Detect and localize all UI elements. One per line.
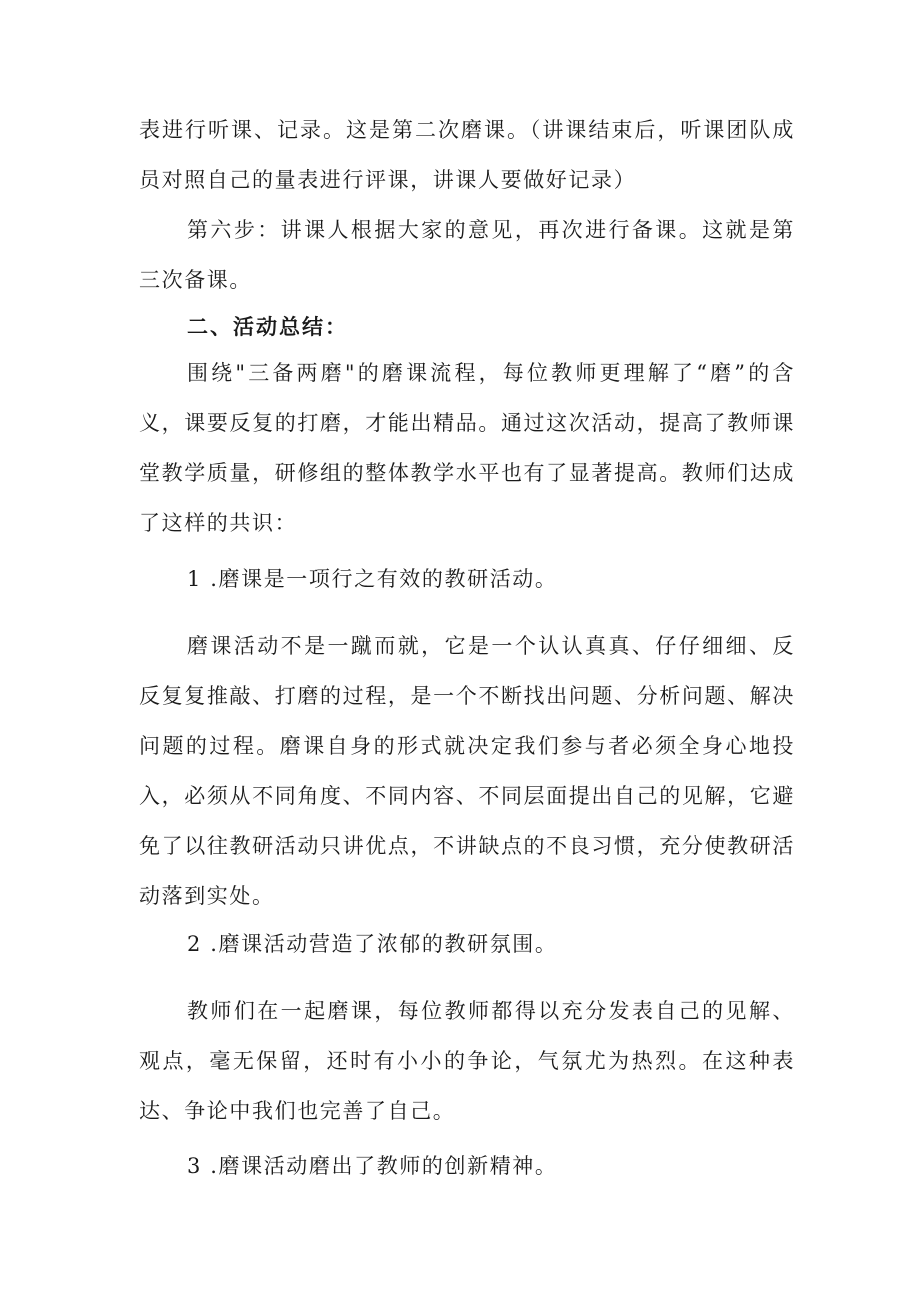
list-item-1-heading: 1 .磨课是一项行之有效的教研活动。	[187, 567, 558, 591]
paragraph-item-2: 教师们在一起磨课，每位教师都得以充分发表自己的见解、观点，毫无保留，还时有小小的争论，气氛尤为热烈。在这种表达、争论中我们也完善了自己。	[139, 999, 795, 1123]
paragraph-item-1: 磨课活动不是一蹴而就，它是一个认认真真、仔仔细细、反反复复推敲、打磨的过程，是一个不断找出问题、分析问题、解决问题的过程。磨课自身的形式就决定我们参与者必须全身心地投入，必须从不同角度、不同内容、不同层面提出自己的见解，它避免了以往教研活动只讲优点，不讲缺点的不良习惯，充分使教研活动落到实处。	[139, 634, 795, 908]
paragraph-step-six: 第六步：讲课人根据大家的意见，再次进行备课。这就是第三次备课。	[139, 218, 795, 292]
section-heading-activity-summary: 二、活动总结：	[187, 315, 348, 339]
paragraph-continuation: 表进行听课、记录。这是第二次磨课。（讲课结束后，听课团队成员对照自己的量表进行评课，讲课人要做好记录）	[139, 118, 795, 192]
list-item-2-heading: 2 .磨课活动营造了浓郁的教研氛围。	[187, 932, 558, 956]
paragraph-summary: 围绕"三备两磨"的磨课流程，每位教师更理解了“磨”的含义，课要反复的打磨，才能出精品。通过这次活动，提高了教师课堂教学质量，研修组的整体教学水平也有了显著提高。教师们达成了这样的共识：	[139, 361, 795, 535]
list-item-3-heading: 3 .磨课活动磨出了教师的创新精神。	[187, 1154, 558, 1178]
